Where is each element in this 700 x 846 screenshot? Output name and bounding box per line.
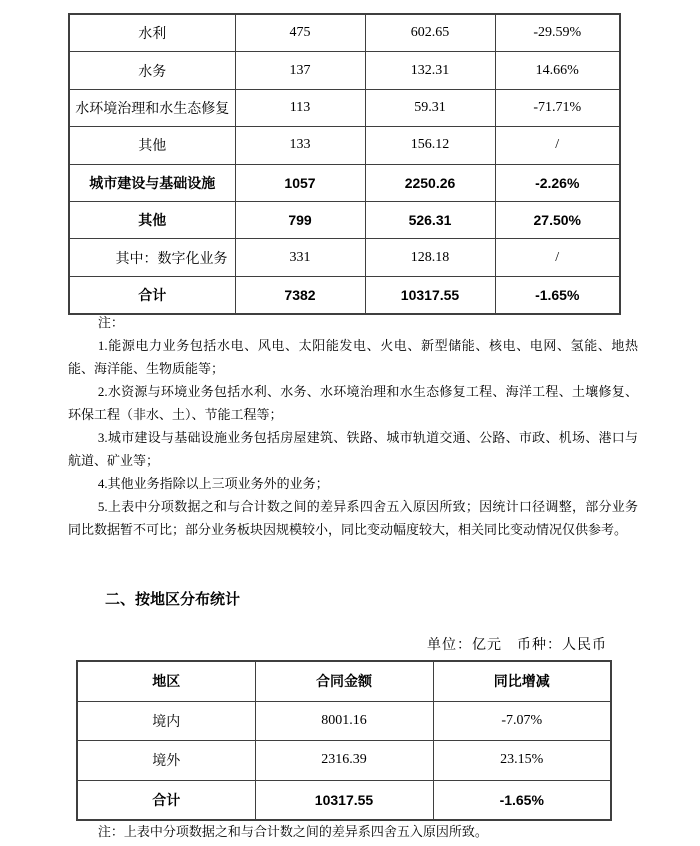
- region-table: [76, 660, 612, 821]
- segment-amount: 128.18: [365, 239, 495, 276]
- table-row: [69, 14, 620, 52]
- region-yoy: -1.65%: [433, 780, 611, 820]
- region-amount: 10317.55: [255, 780, 433, 820]
- header-region: 地区: [77, 661, 255, 701]
- segment-amount: 59.31: [365, 89, 495, 126]
- segment-amount: 602.65: [365, 14, 495, 52]
- segment-count: 7382: [235, 276, 365, 314]
- segment-amount: 10317.55: [365, 276, 495, 314]
- region-amount: 2316.39: [255, 741, 433, 781]
- segment-count: 799: [235, 201, 365, 238]
- segment-yoy: 27.50%: [495, 201, 620, 238]
- segment-count: 1057: [235, 164, 365, 201]
- segment-count: 475: [235, 14, 365, 52]
- segment-count: 113: [235, 89, 365, 126]
- region-table-note: 注：上表中分项数据之和与合计数之间的差异系四舍五入原因所致。: [97, 824, 488, 839]
- footnotes: [68, 311, 638, 541]
- segment-amount: 132.31: [365, 52, 495, 89]
- segment-yoy: 14.66%: [495, 52, 620, 89]
- segment-label: 城市建设与基础设施: [69, 164, 235, 201]
- footnote-item: 3.城市建设与基础设施业务包括房屋建筑、铁路、城市轨道交通、公路、市政、机场、港口与航道、矿业等；: [68, 430, 638, 468]
- segment-yoy: -71.71%: [495, 89, 620, 126]
- header-yoy: 同比增减: [433, 661, 611, 701]
- footnote-item: 2.水资源与环境业务包括水利、水务、水环境治理和水生态修复工程、海洋工程、土壤修复、环保工程（非水、土）、节能工程等；: [68, 384, 638, 422]
- business-table: [68, 13, 621, 315]
- segment-amount: 156.12: [365, 127, 495, 164]
- segment-yoy: /: [495, 239, 620, 276]
- segment-yoy: -1.65%: [495, 276, 620, 314]
- segment-count: 331: [235, 239, 365, 276]
- region-yoy: 23.15%: [433, 741, 611, 781]
- segment-label: 水环境治理和水生态修复: [69, 89, 235, 126]
- table-row: [69, 52, 620, 89]
- table-row: [77, 701, 611, 741]
- segment-count: 133: [235, 127, 365, 164]
- segment-label: 合计: [69, 276, 235, 314]
- table-row: [69, 201, 620, 238]
- segment-yoy: -2.26%: [495, 164, 620, 201]
- region-label: 合计: [77, 780, 255, 820]
- footnote-item: 5.上表中分项数据之和与合计数之间的差异系四舍五入原因所致；因统计口径调整，部分业务同比数据暂不可比；部分业务板块因规模较小，同比变动幅度较大，相关同比变动情况仅供参考。: [68, 499, 638, 537]
- segment-amount: 526.31: [365, 201, 495, 238]
- table-row-total: [77, 780, 611, 820]
- region-amount: 8001.16: [255, 701, 433, 741]
- table-row: [77, 741, 611, 781]
- segment-label: 水利: [69, 14, 235, 52]
- footnote-item: 1.能源电力业务包括水电、风电、太阳能发电、火电、新型储能、核电、电网、氢能、地热能、海洋能、生物质能等；: [68, 338, 638, 376]
- segment-yoy: /: [495, 127, 620, 164]
- region-yoy: -7.07%: [433, 701, 611, 741]
- table-row: [69, 164, 620, 201]
- section-heading: 二、按地区分布统计: [105, 591, 241, 608]
- header-amount: 合同金额: [255, 661, 433, 701]
- footnote-label: 注：: [97, 315, 124, 330]
- segment-count: 137: [235, 52, 365, 89]
- table-header-row: [77, 661, 611, 701]
- segment-amount: 2250.26: [365, 164, 495, 201]
- footnote-item: 4.其他业务指除以上三项业务外的业务；: [97, 476, 329, 491]
- region-label: 境外: [77, 741, 255, 781]
- table-row-total: [69, 276, 620, 314]
- table-row: [69, 239, 620, 276]
- segment-label: 其中：数字化业务: [69, 239, 235, 276]
- segment-label: 其他: [69, 127, 235, 164]
- segment-label: 其他: [69, 201, 235, 238]
- table-row: [69, 127, 620, 164]
- unit-label: 单位：亿元 币种：人民币: [427, 638, 607, 653]
- segment-label: 水务: [69, 52, 235, 89]
- segment-yoy: -29.59%: [495, 14, 620, 52]
- region-label: 境内: [77, 701, 255, 741]
- table-row: [69, 89, 620, 126]
